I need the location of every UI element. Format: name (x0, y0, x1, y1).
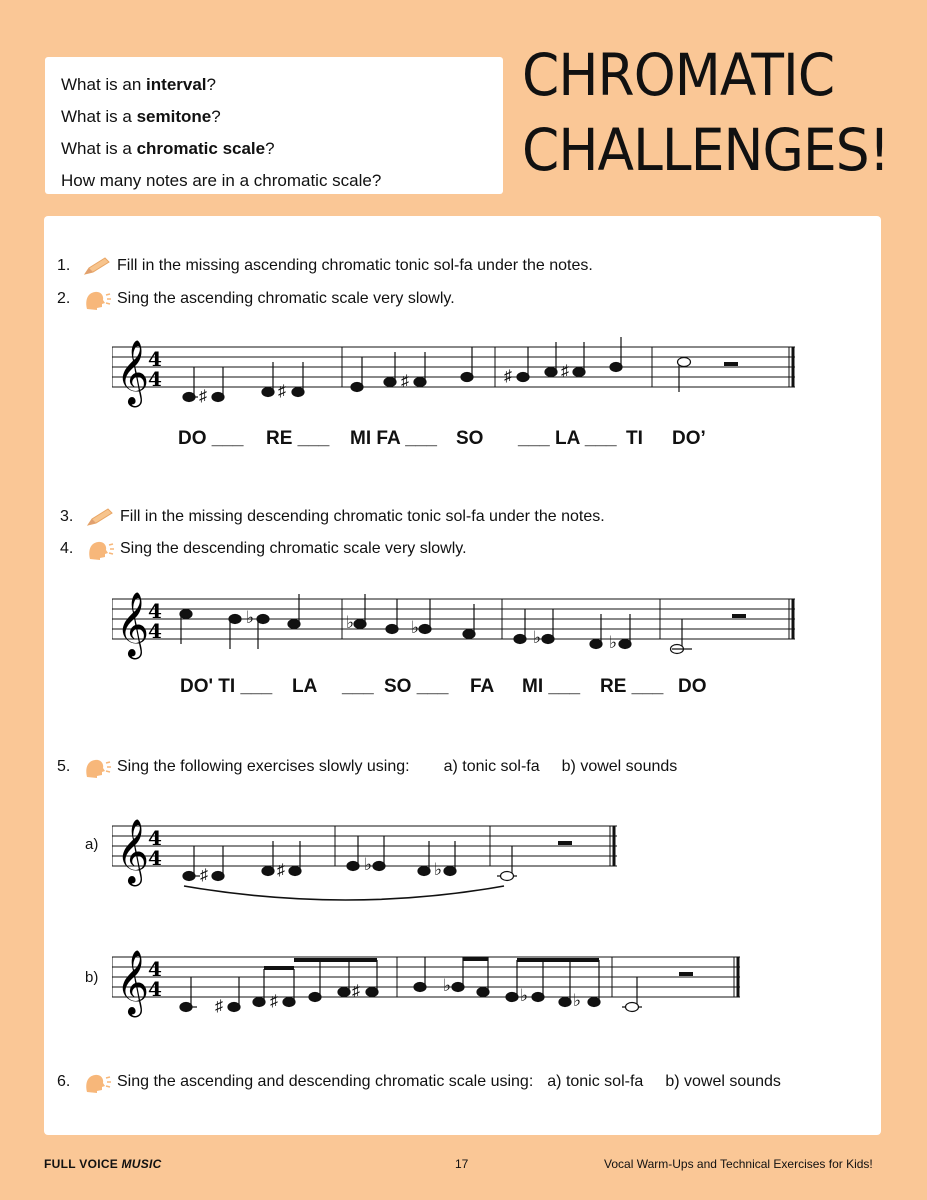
pencil-icon (86, 507, 116, 527)
solfa-asc-6: TI (626, 428, 643, 449)
solfa-desc-7: RE ___ (600, 676, 664, 697)
svg-text:4: 4 (148, 826, 162, 850)
singing-head-icon (83, 289, 113, 309)
svg-text:♯: ♯ (277, 862, 285, 879)
footer-page-number: 17 (455, 1157, 469, 1171)
svg-text:♭: ♭ (434, 860, 443, 879)
svg-text:♭: ♭ (346, 613, 355, 632)
svg-text:♯: ♯ (199, 388, 207, 405)
title-line-2: CHALLENGES! (522, 116, 890, 184)
svg-text:4: 4 (148, 957, 162, 981)
staff-descending (112, 577, 802, 662)
singing-head-icon (83, 1072, 113, 1092)
svg-text:4: 4 (148, 619, 162, 643)
pencil-icon (83, 256, 113, 276)
svg-text:♯: ♯ (270, 993, 278, 1010)
solfa-asc-3: MI FA ___ (350, 428, 437, 449)
instruction-2: 2. Sing the ascending chromatic scale very slowly. (57, 289, 455, 309)
svg-text:♯: ♯ (278, 383, 286, 400)
svg-text:♯: ♯ (215, 998, 223, 1015)
svg-text:♭: ♭ (364, 855, 373, 874)
treble-clef-icon: 𝄞 (116, 950, 150, 1015)
svg-text:♭: ♭ (533, 628, 542, 647)
staff-ascending (112, 325, 802, 410)
solfa-asc-4: SO (456, 428, 484, 449)
solfa-asc-5: ___ LA ___ (518, 428, 617, 449)
exercise-b-label: b) (85, 969, 99, 986)
question-chromatic-scale: What is a chromatic scale? (61, 139, 275, 158)
solfa-desc-6: MI ___ (522, 676, 581, 697)
solfa-asc-1: DO ___ (178, 428, 244, 449)
staff-exercise-a (112, 804, 622, 904)
solfa-desc-1: DO' TI ___ (180, 676, 273, 697)
svg-text:4: 4 (148, 846, 162, 870)
svg-text:♯: ♯ (352, 983, 360, 1000)
question-interval: What is an interval? (61, 75, 216, 94)
svg-text:♭: ♭ (609, 633, 618, 652)
question-semitone: What is a semitone? (61, 107, 221, 126)
treble-clef-icon: 𝄞 (116, 340, 150, 405)
svg-text:4: 4 (148, 599, 162, 623)
time-signature-bottom: 4 (148, 367, 162, 391)
treble-clef-icon: 𝄞 (116, 592, 150, 657)
solfa-asc-7: DO’ (672, 428, 706, 449)
footer-brand: FULL VOICE MUSIC (44, 1157, 162, 1171)
exercise-a-label: a) (85, 836, 99, 853)
slur (184, 886, 504, 900)
title-line-1: CHROMATIC (522, 41, 835, 109)
solfa-ascending (178, 428, 706, 450)
instruction-1: 1. Fill in the missing ascending chromatic tonic sol-fa under the notes. (57, 257, 593, 274)
solfa-desc-4: SO ___ (384, 676, 449, 697)
treble-clef-icon: 𝄞 (116, 819, 150, 884)
svg-text:♭: ♭ (520, 986, 529, 1005)
instruction-4: 4. Sing the descending chromatic scale very slowly. (60, 539, 467, 559)
solfa-descending (180, 676, 707, 698)
singing-head-icon (86, 539, 116, 559)
question-note-count: How many notes are in a chromatic scale? (61, 171, 382, 190)
solfa-desc-2: LA (292, 676, 318, 697)
instruction-5: 5. Sing the following exercises slowly using: a) tonic sol-fa b) vowel sounds (57, 757, 677, 777)
question-box (45, 57, 503, 194)
footer-book-title: Vocal Warm-Ups and Technical Exercises for Kids! (604, 1157, 873, 1171)
solfa-asc-2: RE ___ (266, 428, 330, 449)
solfa-desc-3: ___ (342, 676, 374, 697)
instruction-6: 6. Sing the ascending and descending chromatic scale using: a) tonic sol-fa b) vowel sounds (57, 1072, 781, 1092)
time-signature-top: 4 (148, 347, 162, 371)
svg-text:♭: ♭ (411, 618, 420, 637)
page-title (522, 38, 890, 188)
solfa-desc-8: DO (678, 676, 707, 697)
solfa-desc-5: FA (470, 676, 495, 697)
svg-text:♯: ♯ (401, 373, 409, 390)
instruction-3: 3. Fill in the missing descending chromatic tonic sol-fa under the notes. (60, 508, 605, 525)
svg-text:4: 4 (148, 977, 162, 1001)
svg-text:♯: ♯ (504, 368, 512, 385)
svg-text:♯: ♯ (561, 363, 569, 380)
singing-head-icon (83, 757, 113, 777)
svg-text:♯: ♯ (200, 867, 208, 884)
svg-text:♭: ♭ (246, 608, 255, 627)
svg-text:♭: ♭ (443, 976, 452, 995)
svg-text:♭: ♭ (573, 991, 582, 1010)
staff-exercise-b (112, 943, 747, 1023)
